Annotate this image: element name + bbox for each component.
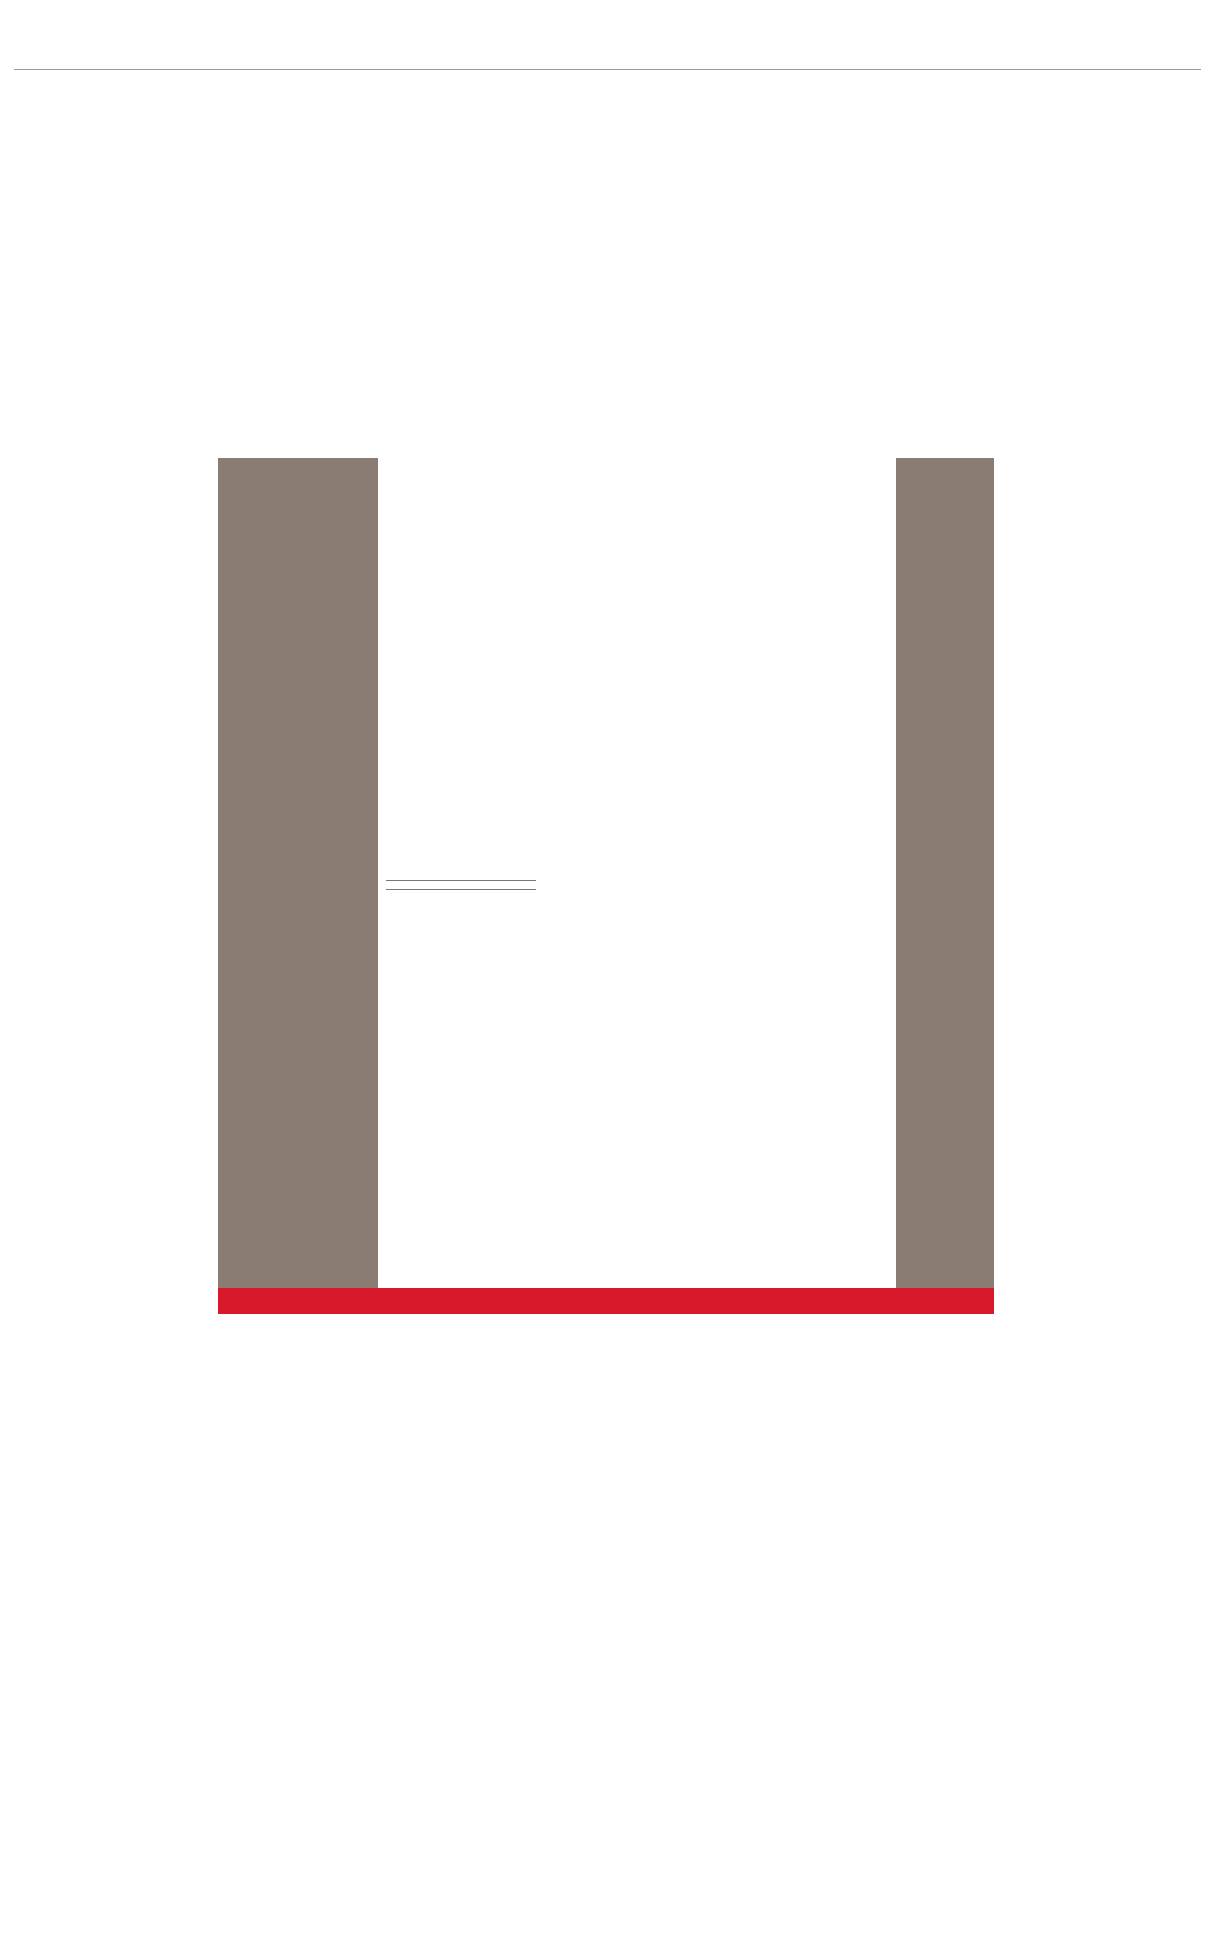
byline [386, 880, 536, 890]
table-title [218, 1288, 994, 1314]
main-story [218, 458, 994, 1288]
wage-table [218, 1288, 994, 1560]
headline-panel [378, 458, 896, 1288]
page-header [14, 44, 1201, 70]
